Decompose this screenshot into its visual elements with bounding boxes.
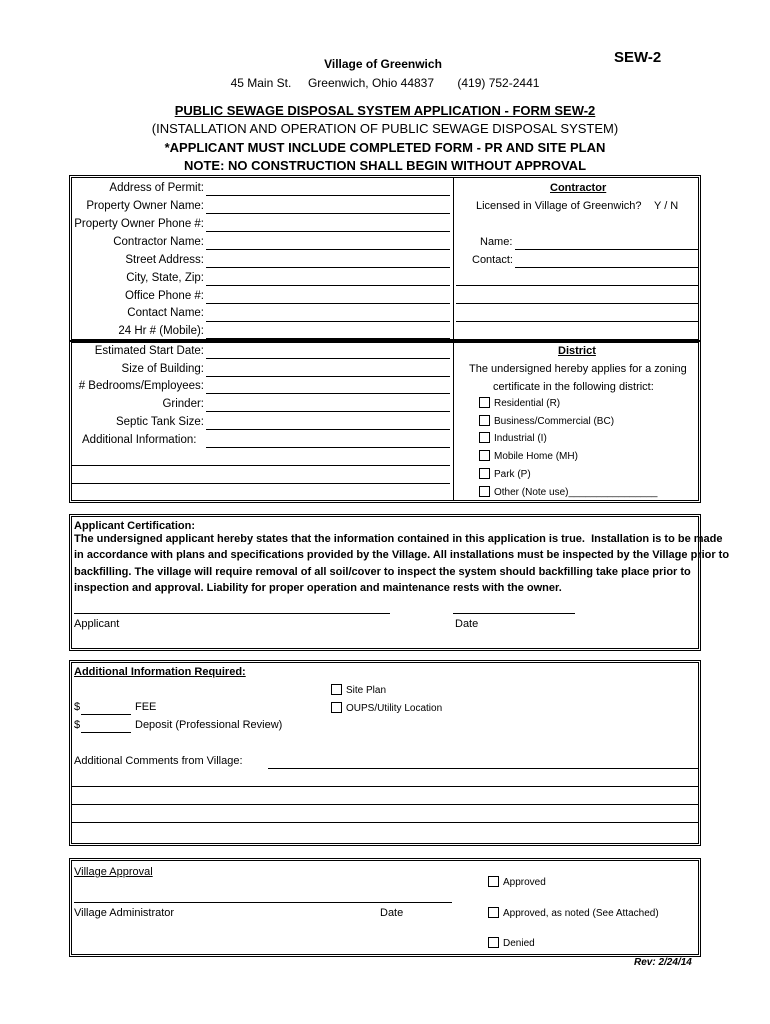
- field-contractor-right-name[interactable]: [515, 249, 698, 250]
- section1-divider: [453, 178, 454, 340]
- district-industrial-label: Industrial (I): [494, 433, 547, 444]
- field-deposit-amount[interactable]: [81, 732, 131, 733]
- label-bedrooms: # Bedrooms/Employees:: [78, 380, 204, 392]
- checkbox-approved-noted[interactable]: [488, 907, 499, 918]
- certification-line-1: The undersigned applicant hereby states that the information contained in this application is true. Installation is to be made: [74, 533, 723, 545]
- certification-line-4: inspection and approval. Liability for proper operation and maintenance rests with the owner.: [74, 582, 562, 594]
- label-contractor-name: Contractor Name:: [113, 236, 204, 248]
- field-comments[interactable]: [268, 768, 698, 769]
- additional-heading: Additional Information Required:: [74, 666, 246, 678]
- village-address: 45 Main St. Greenwich, Ohio 44837 (419) 752-2441: [230, 76, 540, 90]
- field-septic-tank[interactable]: [206, 429, 450, 430]
- district-residential-label: Residential (R): [494, 398, 561, 409]
- field-bedrooms[interactable]: [206, 393, 450, 394]
- approved-label: Approved: [503, 877, 546, 888]
- label-start-date: Estimated Start Date:: [94, 345, 204, 357]
- contractor-contact-label: Contact:: [472, 254, 513, 266]
- certification-line-3: backfilling. The village will require removal of all soil/cover to inspect the system should backfilling take place prior to: [74, 566, 691, 578]
- field-comments-3[interactable]: [72, 804, 698, 805]
- revision-date: Rev: 2/24/14: [634, 957, 692, 968]
- field-street-address[interactable]: [206, 267, 450, 268]
- field-comments-4[interactable]: [72, 822, 698, 823]
- deposit-dollar-sign: $: [74, 719, 81, 731]
- field-fee-amount[interactable]: [81, 714, 131, 715]
- deposit-label: Deposit (Professional Review): [135, 719, 283, 731]
- checkbox-denied[interactable]: [488, 937, 499, 948]
- checkbox-approved[interactable]: [488, 876, 499, 887]
- village-name: Village of Greenwich: [324, 57, 442, 71]
- label-address-of-permit: Address of Permit:: [109, 182, 204, 194]
- field-property-owner-name[interactable]: [206, 213, 450, 214]
- form-code: SEW-2: [614, 49, 662, 66]
- label-office-phone: Office Phone #:: [124, 290, 204, 302]
- blank-row: [456, 285, 698, 286]
- checkbox-park[interactable]: [479, 468, 490, 479]
- oups-label: OUPS/Utility Location: [346, 703, 443, 714]
- field-applicant-signature[interactable]: [74, 613, 390, 614]
- label-grinder: Grinder:: [162, 398, 204, 410]
- notice-construction: NOTE: NO CONSTRUCTION SHALL BEGIN WITHOUT APPROVAL: [183, 158, 587, 173]
- label-septic-tank: Septic Tank Size:: [115, 416, 204, 428]
- applicant-date-label: Date: [455, 618, 479, 630]
- approval-heading: Village Approval: [74, 866, 153, 878]
- label-property-owner-name: Property Owner Name:: [86, 200, 204, 212]
- field-comments-2[interactable]: [72, 786, 698, 787]
- field-start-date[interactable]: [206, 358, 450, 359]
- field-address-of-permit[interactable]: [206, 195, 450, 196]
- field-applicant-date[interactable]: [453, 613, 575, 614]
- fee-dollar-sign: $: [74, 701, 81, 713]
- label-city-state-zip: City, State, Zip:: [126, 272, 204, 284]
- denied-label: Denied: [503, 938, 535, 949]
- form-subtitle: (INSTALLATION AND OPERATION OF PUBLIC SEWAGE DISPOSAL SYSTEM): [151, 121, 619, 136]
- field-administrator-signature[interactable]: [74, 902, 452, 903]
- district-mobile-home-label: Mobile Home (MH): [494, 451, 578, 462]
- field-office-phone[interactable]: [206, 303, 450, 304]
- field-additional-info[interactable]: [206, 447, 450, 448]
- checkbox-residential[interactable]: [479, 397, 490, 408]
- district-heading: District: [558, 345, 596, 357]
- checkbox-industrial[interactable]: [479, 432, 490, 443]
- fee-label: FEE: [135, 701, 157, 713]
- blank-row: [456, 321, 698, 322]
- approval-date-label: Date: [380, 907, 404, 919]
- approved-noted-label: Approved, as noted (See Attached): [503, 908, 659, 919]
- label-additional-info: Additional Information:: [82, 434, 197, 446]
- certification-heading: Applicant Certification:: [74, 520, 196, 532]
- administrator-label: Village Administrator: [74, 907, 175, 919]
- field-city-state-zip[interactable]: [206, 285, 450, 286]
- section2-divider: [453, 343, 454, 501]
- site-plan-label: Site Plan: [346, 685, 387, 696]
- licensed-question: Licensed in Village of Greenwich?: [476, 200, 642, 212]
- form-title: PUBLIC SEWAGE DISPOSAL SYSTEM APPLICATION - FORM SEW-2: [174, 103, 596, 118]
- label-mobile: 24 Hr # (Mobile):: [118, 325, 204, 337]
- field-mobile[interactable]: [206, 338, 450, 339]
- field-contractor-contact[interactable]: [515, 267, 698, 268]
- checkbox-oups[interactable]: [331, 702, 342, 713]
- certification-line-2: in accordance with plans and specifications provided by the Village. All installations must be inspected by the Village prior to: [74, 549, 730, 561]
- district-other-label: Other (Note use)________________: [494, 487, 658, 498]
- checkbox-site-plan[interactable]: [331, 684, 342, 695]
- label-street-address: Street Address:: [125, 254, 204, 266]
- field-building-size[interactable]: [206, 376, 450, 377]
- checkbox-mobile-home[interactable]: [479, 450, 490, 461]
- field-grinder[interactable]: [206, 411, 450, 412]
- comments-label: Additional Comments from Village:: [74, 755, 243, 767]
- field-contact-name[interactable]: [206, 321, 450, 322]
- label-contact-name: Contact Name:: [127, 307, 204, 319]
- contractor-heading: Contractor: [550, 182, 607, 194]
- label-property-owner-phone: Property Owner Phone #:: [74, 218, 204, 230]
- blank-row: [456, 303, 698, 304]
- contractor-name-label: Name:: [480, 236, 513, 248]
- field-property-owner-phone[interactable]: [206, 231, 450, 232]
- district-text-1: The undersigned hereby applies for a zoning: [469, 363, 687, 375]
- notice-applicant: *APPLICANT MUST INCLUDE COMPLETED FORM - PR AND SITE PLAN: [164, 140, 606, 155]
- applicant-label: Applicant: [74, 618, 120, 630]
- label-building-size: Size of Building:: [121, 363, 204, 375]
- licensed-yn[interactable]: Y / N: [654, 200, 679, 212]
- field-additional-info-3[interactable]: [72, 483, 450, 484]
- district-park-label: Park (P): [494, 469, 531, 480]
- checkbox-business[interactable]: [479, 415, 490, 426]
- district-text-2: certificate in the following district:: [493, 381, 654, 393]
- checkbox-other[interactable]: [479, 486, 490, 497]
- field-additional-info-2[interactable]: [72, 465, 450, 466]
- field-contractor-name[interactable]: [206, 249, 450, 250]
- district-business-label: Business/Commercial (BC): [494, 416, 615, 427]
